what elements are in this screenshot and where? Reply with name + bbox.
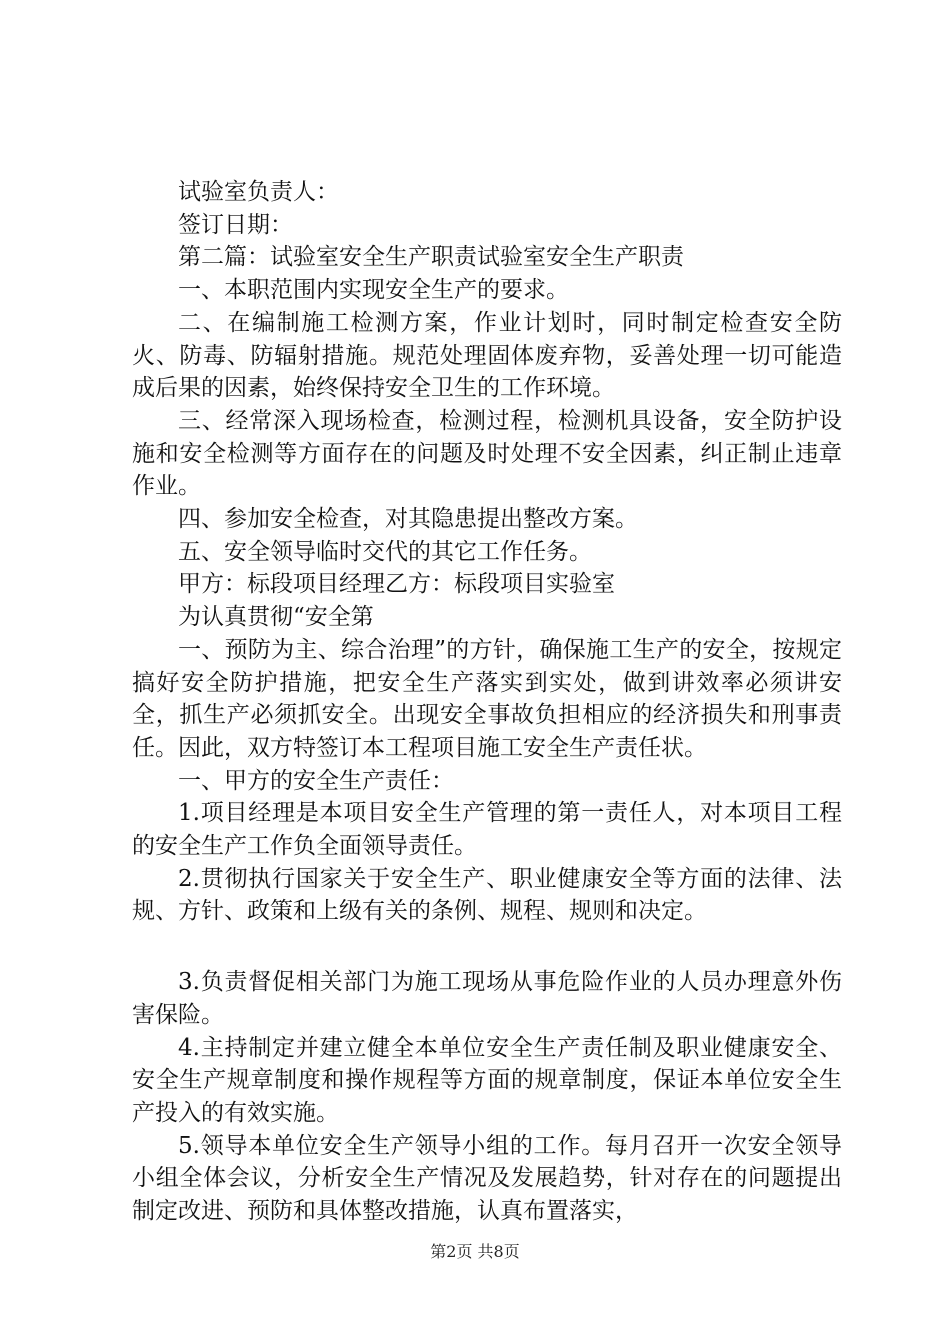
- paragraph-lab-head: 试验室负责人：: [178, 179, 339, 205]
- document-body: [132, 176, 842, 1228]
- paragraph-item-1: 一、本职范围内实现安全生产的要求。: [178, 277, 569, 304]
- paragraph-chapter-title: 第二篇：试验室安全生产职责试验室安全生产职责: [178, 244, 684, 271]
- paragraph-clause-4: 4.主持制定并建立健全本单位安全生产责任制及职业健康安全、安全生产规章制度和操作规程等方面的规章制度，保证本单位安全生产投入的有效实施。: [132, 1034, 842, 1126]
- paragraph-gap: [132, 928, 842, 966]
- paragraph-intro: 为认真贯彻“安全第: [178, 604, 374, 631]
- paragraph-item-5: 五、安全领导临时交代的其它工作任务。: [178, 538, 592, 565]
- paragraph-clause-3: 3.负责督促相关部门为施工现场从事危险作业的人员办理意外伤害保险。: [132, 969, 842, 1028]
- paragraph-clause-2: 2.贯彻执行国家关于安全生产、职业健康安全等方面的法律、法规、方针、政策和上级有关的条例、规程、规则和决定。: [132, 865, 842, 925]
- paragraph-item-3: 三、经常深入现场检查，检测过程，检测机具设备，安全防护设施和安全检测等方面存在的问题及时处理不安全因素，纠正制止违章作业。: [132, 407, 842, 500]
- paragraph-clause-1: 1.项目经理是本项目安全生产管理的第一责任人，对本项目工程的安全生产工作负全面领导责任。: [132, 800, 842, 860]
- page-footer: 第2页 共8页: [430, 1242, 520, 1261]
- paragraph-item-4: 四、参加安全检查，对其隐患提出整改方案。: [178, 506, 638, 533]
- paragraph-parties: 甲方：标段项目经理乙方：标段项目实验室: [178, 571, 615, 598]
- paragraph-sign-date: 签订日期：: [178, 211, 293, 238]
- paragraph-clause-5: 5.领导本单位安全生产领导小组的工作。每月召开一次安全领导小组全体会议，分析安全生产情况及发展趋势，针对存在的问题提出制定改进、预防和具体整改措施，认真布置落实，: [132, 1132, 842, 1225]
- paragraph-policy: 一、预防为主、综合治理”的方针，确保施工生产的安全，按规定搞好安全防护措施，把安全生产落实到实处，做到讲效率必须讲安全，抓生产必须抓安全。出现安全事故负担相应的经济损失和刑事责任。因此，双方特签订本工程项目施工安全生产责任状。: [132, 636, 842, 761]
- paragraph-party-a-heading: 一、甲方的安全生产责任：: [178, 767, 454, 794]
- paragraph-item-2: 二、在编制施工检测方案，作业计划时，同时制定检查安全防火、防毒、防辐射措施。规范处理固体废弃物，妥善处理一切可能造成后果的因素，始终保持安全卫生的工作环境。: [132, 309, 842, 402]
